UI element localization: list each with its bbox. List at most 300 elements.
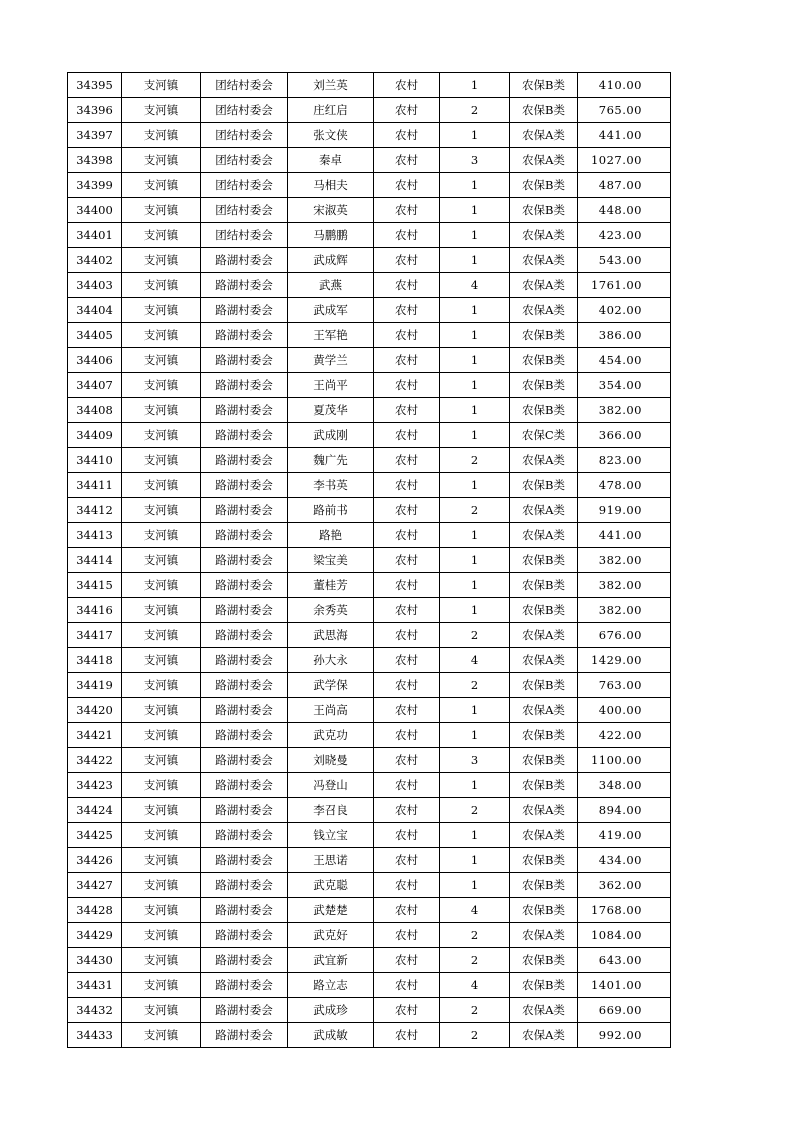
table-row bbox=[68, 173, 671, 198]
cell-id: 34395 bbox=[68, 73, 122, 98]
cell-village: 路湖村委会 bbox=[201, 998, 288, 1023]
cell-amount: 1768.00 bbox=[578, 898, 671, 923]
cell-village: 路湖村委会 bbox=[201, 498, 288, 523]
cell-area: 农村 bbox=[374, 98, 440, 123]
cell-category: 农保B类 bbox=[510, 473, 578, 498]
cell-village: 路湖村委会 bbox=[201, 348, 288, 373]
table-row bbox=[68, 698, 671, 723]
cell-amount: 669.00 bbox=[578, 998, 671, 1023]
cell-name: 武克功 bbox=[288, 723, 374, 748]
cell-area: 农村 bbox=[374, 373, 440, 398]
cell-id: 34400 bbox=[68, 198, 122, 223]
table-row bbox=[68, 848, 671, 873]
cell-town: 支河镇 bbox=[122, 148, 201, 173]
table-row bbox=[68, 348, 671, 373]
cell-area: 农村 bbox=[374, 198, 440, 223]
cell-village: 团结村委会 bbox=[201, 223, 288, 248]
cell-amount: 362.00 bbox=[578, 873, 671, 898]
cell-name: 武克聪 bbox=[288, 873, 374, 898]
cell-name: 武成刚 bbox=[288, 423, 374, 448]
cell-village: 路湖村委会 bbox=[201, 1023, 288, 1048]
cell-town: 支河镇 bbox=[122, 423, 201, 448]
cell-count: 1 bbox=[440, 548, 510, 573]
cell-town: 支河镇 bbox=[122, 398, 201, 423]
cell-amount: 448.00 bbox=[578, 198, 671, 223]
cell-id: 34416 bbox=[68, 598, 122, 623]
cell-area: 农村 bbox=[374, 498, 440, 523]
cell-village: 团结村委会 bbox=[201, 198, 288, 223]
cell-count: 2 bbox=[440, 798, 510, 823]
cell-id: 34418 bbox=[68, 648, 122, 673]
cell-town: 支河镇 bbox=[122, 448, 201, 473]
cell-name: 董桂芳 bbox=[288, 573, 374, 598]
cell-village: 路湖村委会 bbox=[201, 748, 288, 773]
cell-id: 34407 bbox=[68, 373, 122, 398]
cell-area: 农村 bbox=[374, 923, 440, 948]
cell-area: 农村 bbox=[374, 448, 440, 473]
table-row bbox=[68, 273, 671, 298]
cell-id: 34415 bbox=[68, 573, 122, 598]
cell-category: 农保A类 bbox=[510, 1023, 578, 1048]
cell-town: 支河镇 bbox=[122, 898, 201, 923]
cell-amount: 382.00 bbox=[578, 598, 671, 623]
cell-village: 路湖村委会 bbox=[201, 598, 288, 623]
cell-category: 农保B类 bbox=[510, 573, 578, 598]
cell-count: 4 bbox=[440, 898, 510, 923]
cell-area: 农村 bbox=[374, 598, 440, 623]
table-row bbox=[68, 998, 671, 1023]
cell-id: 34401 bbox=[68, 223, 122, 248]
cell-id: 34431 bbox=[68, 973, 122, 998]
table-row bbox=[68, 1023, 671, 1048]
cell-area: 农村 bbox=[374, 298, 440, 323]
cell-village: 路湖村委会 bbox=[201, 673, 288, 698]
cell-area: 农村 bbox=[374, 1023, 440, 1048]
cell-area: 农村 bbox=[374, 673, 440, 698]
cell-id: 34422 bbox=[68, 748, 122, 773]
cell-village: 路湖村委会 bbox=[201, 923, 288, 948]
cell-name: 宋淑英 bbox=[288, 198, 374, 223]
cell-name: 武成军 bbox=[288, 298, 374, 323]
cell-category: 农保B类 bbox=[510, 398, 578, 423]
cell-village: 团结村委会 bbox=[201, 123, 288, 148]
table-row bbox=[68, 948, 671, 973]
cell-category: 农保C类 bbox=[510, 423, 578, 448]
table-row bbox=[68, 773, 671, 798]
cell-id: 34430 bbox=[68, 948, 122, 973]
cell-name: 张文侠 bbox=[288, 123, 374, 148]
cell-town: 支河镇 bbox=[122, 773, 201, 798]
table-row bbox=[68, 123, 671, 148]
cell-area: 农村 bbox=[374, 148, 440, 173]
cell-count: 4 bbox=[440, 973, 510, 998]
cell-town: 支河镇 bbox=[122, 223, 201, 248]
cell-category: 农保B类 bbox=[510, 373, 578, 398]
cell-amount: 410.00 bbox=[578, 73, 671, 98]
table-row bbox=[68, 248, 671, 273]
cell-name: 魏广先 bbox=[288, 448, 374, 473]
cell-town: 支河镇 bbox=[122, 673, 201, 698]
cell-id: 34433 bbox=[68, 1023, 122, 1048]
cell-category: 农保B类 bbox=[510, 73, 578, 98]
table-row bbox=[68, 523, 671, 548]
cell-id: 34424 bbox=[68, 798, 122, 823]
cell-amount: 366.00 bbox=[578, 423, 671, 448]
cell-area: 农村 bbox=[374, 273, 440, 298]
cell-count: 2 bbox=[440, 673, 510, 698]
table-row bbox=[68, 548, 671, 573]
cell-area: 农村 bbox=[374, 423, 440, 448]
cell-amount: 382.00 bbox=[578, 398, 671, 423]
cell-name: 马相夫 bbox=[288, 173, 374, 198]
cell-village: 团结村委会 bbox=[201, 148, 288, 173]
cell-town: 支河镇 bbox=[122, 648, 201, 673]
cell-amount: 400.00 bbox=[578, 698, 671, 723]
cell-count: 1 bbox=[440, 848, 510, 873]
cell-id: 34396 bbox=[68, 98, 122, 123]
cell-name: 王尚高 bbox=[288, 698, 374, 723]
cell-id: 34405 bbox=[68, 323, 122, 348]
cell-count: 1 bbox=[440, 423, 510, 448]
cell-name: 武成敏 bbox=[288, 1023, 374, 1048]
cell-town: 支河镇 bbox=[122, 273, 201, 298]
cell-amount: 422.00 bbox=[578, 723, 671, 748]
cell-amount: 441.00 bbox=[578, 123, 671, 148]
cell-name: 武楚楚 bbox=[288, 898, 374, 923]
cell-amount: 454.00 bbox=[578, 348, 671, 373]
table-row bbox=[68, 723, 671, 748]
cell-amount: 765.00 bbox=[578, 98, 671, 123]
cell-area: 农村 bbox=[374, 648, 440, 673]
cell-category: 农保A类 bbox=[510, 698, 578, 723]
cell-village: 路湖村委会 bbox=[201, 798, 288, 823]
table-row bbox=[68, 623, 671, 648]
cell-town: 支河镇 bbox=[122, 598, 201, 623]
cell-amount: 643.00 bbox=[578, 948, 671, 973]
cell-category: 农保A类 bbox=[510, 248, 578, 273]
cell-name: 武宜新 bbox=[288, 948, 374, 973]
cell-name: 路立志 bbox=[288, 973, 374, 998]
cell-count: 4 bbox=[440, 273, 510, 298]
cell-village: 路湖村委会 bbox=[201, 623, 288, 648]
cell-town: 支河镇 bbox=[122, 323, 201, 348]
cell-area: 农村 bbox=[374, 523, 440, 548]
cell-count: 1 bbox=[440, 398, 510, 423]
cell-count: 1 bbox=[440, 323, 510, 348]
cell-area: 农村 bbox=[374, 73, 440, 98]
cell-area: 农村 bbox=[374, 473, 440, 498]
cell-count: 3 bbox=[440, 748, 510, 773]
cell-name: 武成珍 bbox=[288, 998, 374, 1023]
cell-count: 1 bbox=[440, 773, 510, 798]
cell-id: 34399 bbox=[68, 173, 122, 198]
cell-category: 农保A类 bbox=[510, 623, 578, 648]
cell-village: 路湖村委会 bbox=[201, 573, 288, 598]
cell-count: 1 bbox=[440, 873, 510, 898]
cell-village: 团结村委会 bbox=[201, 73, 288, 98]
cell-town: 支河镇 bbox=[122, 973, 201, 998]
cell-village: 路湖村委会 bbox=[201, 848, 288, 873]
cell-area: 农村 bbox=[374, 898, 440, 923]
cell-town: 支河镇 bbox=[122, 348, 201, 373]
table-row bbox=[68, 598, 671, 623]
cell-name: 冯登山 bbox=[288, 773, 374, 798]
cell-name: 马鹏鹏 bbox=[288, 223, 374, 248]
cell-id: 34397 bbox=[68, 123, 122, 148]
cell-category: 农保A类 bbox=[510, 648, 578, 673]
cell-town: 支河镇 bbox=[122, 698, 201, 723]
cell-amount: 386.00 bbox=[578, 323, 671, 348]
cell-area: 农村 bbox=[374, 823, 440, 848]
cell-area: 农村 bbox=[374, 773, 440, 798]
cell-category: 农保A类 bbox=[510, 148, 578, 173]
cell-area: 农村 bbox=[374, 348, 440, 373]
cell-name: 庄红启 bbox=[288, 98, 374, 123]
cell-id: 34408 bbox=[68, 398, 122, 423]
cell-count: 1 bbox=[440, 173, 510, 198]
table-row bbox=[68, 223, 671, 248]
cell-count: 3 bbox=[440, 148, 510, 173]
cell-category: 农保B类 bbox=[510, 748, 578, 773]
cell-amount: 543.00 bbox=[578, 248, 671, 273]
cell-village: 路湖村委会 bbox=[201, 698, 288, 723]
cell-name: 夏茂华 bbox=[288, 398, 374, 423]
cell-id: 34413 bbox=[68, 523, 122, 548]
cell-town: 支河镇 bbox=[122, 198, 201, 223]
cell-area: 农村 bbox=[374, 748, 440, 773]
cell-id: 34410 bbox=[68, 448, 122, 473]
cell-count: 1 bbox=[440, 73, 510, 98]
cell-category: 农保A类 bbox=[510, 998, 578, 1023]
cell-name: 路艳 bbox=[288, 523, 374, 548]
cell-area: 农村 bbox=[374, 973, 440, 998]
records-table-body bbox=[68, 73, 671, 1048]
cell-amount: 382.00 bbox=[578, 548, 671, 573]
cell-id: 34412 bbox=[68, 498, 122, 523]
cell-category: 农保B类 bbox=[510, 848, 578, 873]
cell-name: 钱立宝 bbox=[288, 823, 374, 848]
cell-count: 1 bbox=[440, 723, 510, 748]
cell-amount: 763.00 bbox=[578, 673, 671, 698]
cell-category: 农保B类 bbox=[510, 348, 578, 373]
cell-id: 34423 bbox=[68, 773, 122, 798]
cell-name: 黄学兰 bbox=[288, 348, 374, 373]
table-row bbox=[68, 423, 671, 448]
cell-count: 1 bbox=[440, 573, 510, 598]
cell-category: 农保A类 bbox=[510, 498, 578, 523]
cell-category: 农保B类 bbox=[510, 598, 578, 623]
cell-count: 2 bbox=[440, 923, 510, 948]
cell-count: 2 bbox=[440, 948, 510, 973]
cell-village: 团结村委会 bbox=[201, 98, 288, 123]
cell-category: 农保B类 bbox=[510, 773, 578, 798]
cell-count: 2 bbox=[440, 448, 510, 473]
cell-amount: 1401.00 bbox=[578, 973, 671, 998]
cell-village: 路湖村委会 bbox=[201, 248, 288, 273]
cell-amount: 823.00 bbox=[578, 448, 671, 473]
cell-area: 农村 bbox=[374, 848, 440, 873]
cell-category: 农保A类 bbox=[510, 523, 578, 548]
cell-town: 支河镇 bbox=[122, 373, 201, 398]
cell-category: 农保A类 bbox=[510, 923, 578, 948]
cell-village: 路湖村委会 bbox=[201, 398, 288, 423]
cell-name: 王尚平 bbox=[288, 373, 374, 398]
cell-category: 农保A类 bbox=[510, 298, 578, 323]
cell-amount: 1027.00 bbox=[578, 148, 671, 173]
cell-amount: 1429.00 bbox=[578, 648, 671, 673]
cell-amount: 423.00 bbox=[578, 223, 671, 248]
cell-area: 农村 bbox=[374, 698, 440, 723]
cell-name: 刘兰英 bbox=[288, 73, 374, 98]
cell-village: 路湖村委会 bbox=[201, 773, 288, 798]
cell-category: 农保B类 bbox=[510, 173, 578, 198]
cell-area: 农村 bbox=[374, 798, 440, 823]
table-row bbox=[68, 573, 671, 598]
cell-category: 农保B类 bbox=[510, 948, 578, 973]
table-row bbox=[68, 898, 671, 923]
cell-name: 武学保 bbox=[288, 673, 374, 698]
cell-village: 路湖村委会 bbox=[201, 323, 288, 348]
cell-id: 34398 bbox=[68, 148, 122, 173]
cell-category: 农保B类 bbox=[510, 973, 578, 998]
cell-id: 34404 bbox=[68, 298, 122, 323]
table-row bbox=[68, 673, 671, 698]
cell-count: 1 bbox=[440, 473, 510, 498]
cell-town: 支河镇 bbox=[122, 948, 201, 973]
cell-category: 农保B类 bbox=[510, 548, 578, 573]
cell-village: 路湖村委会 bbox=[201, 648, 288, 673]
cell-amount: 441.00 bbox=[578, 523, 671, 548]
table-row bbox=[68, 823, 671, 848]
cell-count: 1 bbox=[440, 123, 510, 148]
table-row bbox=[68, 198, 671, 223]
cell-town: 支河镇 bbox=[122, 623, 201, 648]
cell-town: 支河镇 bbox=[122, 823, 201, 848]
cell-town: 支河镇 bbox=[122, 798, 201, 823]
table-row bbox=[68, 973, 671, 998]
cell-category: 农保B类 bbox=[510, 198, 578, 223]
cell-amount: 894.00 bbox=[578, 798, 671, 823]
cell-category: 农保B类 bbox=[510, 873, 578, 898]
cell-amount: 992.00 bbox=[578, 1023, 671, 1048]
cell-village: 路湖村委会 bbox=[201, 823, 288, 848]
cell-count: 1 bbox=[440, 698, 510, 723]
cell-town: 支河镇 bbox=[122, 98, 201, 123]
cell-area: 农村 bbox=[374, 548, 440, 573]
cell-category: 农保A类 bbox=[510, 448, 578, 473]
cell-amount: 478.00 bbox=[578, 473, 671, 498]
cell-town: 支河镇 bbox=[122, 873, 201, 898]
cell-area: 农村 bbox=[374, 873, 440, 898]
cell-id: 34406 bbox=[68, 348, 122, 373]
cell-id: 34432 bbox=[68, 998, 122, 1023]
cell-amount: 348.00 bbox=[578, 773, 671, 798]
cell-village: 路湖村委会 bbox=[201, 473, 288, 498]
table-row bbox=[68, 498, 671, 523]
cell-village: 路湖村委会 bbox=[201, 548, 288, 573]
cell-category: 农保B类 bbox=[510, 723, 578, 748]
cell-amount: 1084.00 bbox=[578, 923, 671, 948]
cell-town: 支河镇 bbox=[122, 248, 201, 273]
cell-count: 2 bbox=[440, 98, 510, 123]
cell-town: 支河镇 bbox=[122, 573, 201, 598]
cell-count: 1 bbox=[440, 823, 510, 848]
cell-count: 1 bbox=[440, 598, 510, 623]
cell-count: 1 bbox=[440, 198, 510, 223]
cell-town: 支河镇 bbox=[122, 173, 201, 198]
cell-id: 34411 bbox=[68, 473, 122, 498]
table-row bbox=[68, 148, 671, 173]
cell-town: 支河镇 bbox=[122, 923, 201, 948]
cell-area: 农村 bbox=[374, 223, 440, 248]
cell-village: 路湖村委会 bbox=[201, 973, 288, 998]
cell-category: 农保A类 bbox=[510, 223, 578, 248]
table-row bbox=[68, 473, 671, 498]
cell-amount: 382.00 bbox=[578, 573, 671, 598]
cell-name: 王军艳 bbox=[288, 323, 374, 348]
cell-amount: 487.00 bbox=[578, 173, 671, 198]
cell-town: 支河镇 bbox=[122, 548, 201, 573]
cell-village: 路湖村委会 bbox=[201, 523, 288, 548]
cell-name: 秦卓 bbox=[288, 148, 374, 173]
cell-category: 农保B类 bbox=[510, 673, 578, 698]
cell-town: 支河镇 bbox=[122, 298, 201, 323]
cell-id: 34402 bbox=[68, 248, 122, 273]
cell-id: 34414 bbox=[68, 548, 122, 573]
cell-category: 农保A类 bbox=[510, 823, 578, 848]
cell-id: 34421 bbox=[68, 723, 122, 748]
cell-village: 路湖村委会 bbox=[201, 273, 288, 298]
cell-town: 支河镇 bbox=[122, 523, 201, 548]
cell-count: 1 bbox=[440, 298, 510, 323]
cell-category: 农保B类 bbox=[510, 898, 578, 923]
cell-town: 支河镇 bbox=[122, 123, 201, 148]
cell-area: 农村 bbox=[374, 623, 440, 648]
cell-amount: 354.00 bbox=[578, 373, 671, 398]
cell-count: 2 bbox=[440, 998, 510, 1023]
cell-id: 34403 bbox=[68, 273, 122, 298]
cell-name: 王思诺 bbox=[288, 848, 374, 873]
cell-id: 34428 bbox=[68, 898, 122, 923]
cell-category: 农保B类 bbox=[510, 323, 578, 348]
cell-count: 2 bbox=[440, 498, 510, 523]
cell-id: 34417 bbox=[68, 623, 122, 648]
cell-count: 4 bbox=[440, 648, 510, 673]
cell-town: 支河镇 bbox=[122, 998, 201, 1023]
cell-area: 农村 bbox=[374, 323, 440, 348]
table-row bbox=[68, 323, 671, 348]
cell-id: 34427 bbox=[68, 873, 122, 898]
cell-count: 2 bbox=[440, 623, 510, 648]
table-row bbox=[68, 923, 671, 948]
cell-area: 农村 bbox=[374, 173, 440, 198]
cell-area: 农村 bbox=[374, 998, 440, 1023]
cell-village: 路湖村委会 bbox=[201, 373, 288, 398]
table-row bbox=[68, 448, 671, 473]
records-table bbox=[67, 72, 671, 1048]
cell-area: 农村 bbox=[374, 948, 440, 973]
table-row bbox=[68, 298, 671, 323]
cell-town: 支河镇 bbox=[122, 848, 201, 873]
table-row bbox=[68, 398, 671, 423]
cell-town: 支河镇 bbox=[122, 723, 201, 748]
cell-amount: 919.00 bbox=[578, 498, 671, 523]
cell-name: 孙大永 bbox=[288, 648, 374, 673]
cell-count: 1 bbox=[440, 523, 510, 548]
cell-name: 武克好 bbox=[288, 923, 374, 948]
cell-amount: 434.00 bbox=[578, 848, 671, 873]
cell-name: 刘晓曼 bbox=[288, 748, 374, 773]
